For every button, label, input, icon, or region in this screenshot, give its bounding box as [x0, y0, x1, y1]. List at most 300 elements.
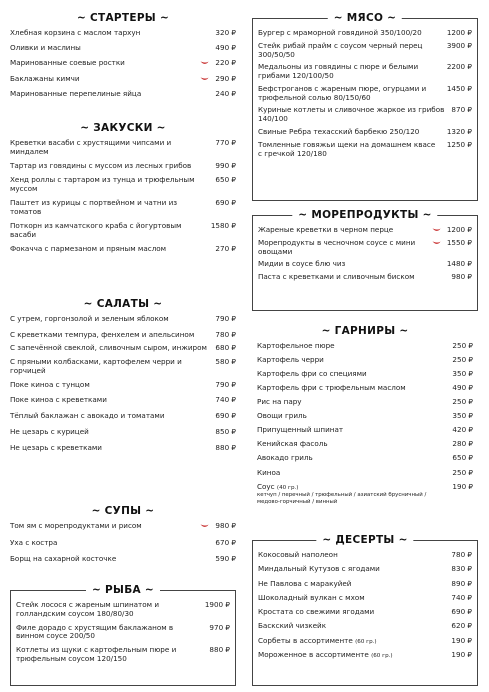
menu-item-price-wrap — [215, 428, 236, 437]
menu-item-label: Свиные Ребра техасский барбекю 250/120 — [258, 127, 420, 137]
menu-item — [10, 199, 236, 217]
menu-item-price: 280 ₽ — [452, 439, 473, 449]
menu-item — [10, 381, 236, 390]
menu-item-label: Медальоны из говядины с пюре и белыми грибами 120/100/50 — [258, 62, 419, 81]
menu-item-price: 690 ₽ — [215, 411, 236, 421]
menu-item-size: (60 гр.) — [355, 638, 377, 645]
menu-item-price-wrap — [452, 483, 473, 492]
menu-item-price-wrap — [200, 59, 236, 68]
menu-item — [257, 469, 473, 478]
menu-item — [10, 139, 236, 157]
menu-item-name — [10, 245, 215, 254]
menu-item-price-wrap — [447, 260, 472, 269]
menu-item-price: 790 ₽ — [215, 313, 236, 323]
menu-item-price-wrap — [451, 594, 472, 603]
menu-item-price: 420 ₽ — [452, 425, 473, 435]
menu-item-price-wrap — [209, 624, 230, 633]
menu-item-price: 1900 ₽ — [204, 600, 230, 609]
menu-item-price: 1550 ₽ — [446, 237, 472, 247]
menu-item-price-wrap — [215, 344, 236, 353]
menu-item — [10, 176, 236, 194]
menu-item-price-wrap — [432, 239, 472, 248]
menu-item-price-wrap — [205, 601, 230, 610]
menu-item-name — [10, 381, 215, 390]
menu-item — [258, 637, 472, 646]
menu-item-name — [10, 331, 215, 340]
menu-item-price-wrap — [215, 44, 236, 53]
menu-item-price: 740 ₽ — [215, 395, 236, 405]
menu-item-price-wrap — [215, 199, 236, 208]
menu-item-price: 680 ₽ — [215, 343, 236, 353]
menu-item-name — [16, 601, 205, 619]
menu-item-price: 980 ₽ — [451, 272, 472, 282]
menu-item-label: Поке киноа с тунцом — [10, 379, 90, 389]
menu-item-label: Бургер с мраморной говядиной 350/100/20 — [258, 28, 422, 37]
menu-item — [10, 522, 236, 531]
menu-item-price-wrap — [447, 29, 472, 38]
menu-item — [16, 601, 230, 619]
menu-item-price: 990 ₽ — [215, 160, 236, 170]
section-title: ~ СТАРТЕРЫ ~ — [76, 12, 170, 24]
menu-item-name — [257, 384, 452, 393]
menu-item — [257, 454, 473, 463]
menu-item-price: 590 ₽ — [215, 554, 236, 564]
menu-item — [10, 428, 236, 437]
section-salads — [10, 298, 236, 460]
menu-item-price-wrap — [447, 85, 472, 94]
menu-item-price-wrap — [451, 637, 472, 646]
section-fish — [10, 584, 236, 686]
menu-item-name — [258, 273, 451, 282]
menu-item-name — [258, 637, 451, 646]
menu-item-price-wrap — [211, 222, 236, 231]
menu-item-label: Стейк лосося с жареным шпинатом и голландским соусом 180/80/30 — [16, 600, 160, 618]
menu-item-price-wrap — [200, 522, 236, 531]
menu-item-price: 830 ₽ — [451, 564, 472, 574]
menu-item-price-wrap — [451, 565, 472, 574]
menu-item-label: Поке киноа с креветками — [10, 395, 107, 405]
menu-item-name — [10, 222, 211, 240]
menu-item — [258, 551, 472, 560]
menu-item-price: 1200 ₽ — [446, 225, 472, 234]
menu-item-price-wrap — [452, 370, 473, 379]
menu-item — [10, 444, 236, 453]
menu-item-label: Филе дорадо с хрустящим баклажаном в винном соусе 200/50 — [16, 622, 174, 641]
menu-item-price: 620 ₽ — [451, 621, 472, 631]
menu-item-label: Тартар из говядины с муссом из лесных грибов — [10, 160, 192, 170]
chili-pepper-icon — [200, 59, 209, 67]
menu-item-name — [10, 162, 215, 171]
menu-item-label: Картофель черри — [257, 354, 324, 364]
menu-item-label: Шоколадный вулкан с мхом — [258, 592, 365, 602]
menu-item-price: 220 ₽ — [215, 58, 236, 68]
menu-item-price-wrap — [215, 176, 236, 185]
chili-pepper-icon — [432, 226, 441, 234]
menu-item-name — [257, 356, 452, 365]
section-title: ~ РЫБА ~ — [86, 584, 160, 597]
menu-item-label: Бефстроганов с жареным пюре, огурцами и трюфельной солью 80/150/60 — [258, 83, 427, 102]
menu-item-price: 1480 ₽ — [446, 259, 472, 269]
menu-item-label: Авокадо гриль — [257, 453, 313, 463]
menu-item-name — [10, 444, 215, 453]
menu-item-note: кетчуп / перечный / трюфельный / азиатский брусничный / медово-горчичный / винный — [257, 492, 427, 506]
menu-item-label: Тёплый баклажан с авокадо и томатами — [10, 411, 165, 421]
menu-item-name — [258, 565, 451, 574]
menu-item-name — [10, 59, 200, 68]
menu-item — [10, 29, 236, 38]
menu-item — [16, 624, 230, 642]
menu-item-name — [10, 539, 215, 548]
section-soups — [10, 505, 236, 572]
menu-item-label: Картофель фри с трюфельным маслом — [257, 383, 406, 393]
menu-item-label: Кокосовый наполеон — [258, 550, 338, 559]
menu-item-price: 690 ₽ — [215, 198, 236, 208]
chili-pepper-icon — [200, 75, 209, 83]
menu-item-name — [10, 199, 215, 217]
menu-item — [258, 85, 472, 103]
menu-item-name — [257, 483, 452, 506]
menu-item-price: 270 ₽ — [215, 244, 236, 254]
menu-item-name — [258, 608, 451, 617]
menu-item — [258, 128, 472, 137]
section-title: ~ МОРЕПРОДУКТЫ ~ — [292, 209, 437, 222]
menu-item-price-wrap — [215, 245, 236, 254]
menu-item — [10, 222, 236, 240]
menu-item-price-wrap — [432, 226, 472, 235]
menu-item-name — [258, 622, 451, 631]
menu-item-label: Фокачча с пармезаном и пряным маслом — [10, 244, 167, 254]
section-desserts — [252, 534, 478, 686]
menu-item-label: Куриные котлеты и сливочное жаркое из грибов 140/100 — [258, 105, 445, 124]
section-title: ~ СУПЫ ~ — [91, 505, 155, 517]
menu-item-name — [258, 141, 447, 159]
menu-item — [10, 90, 236, 99]
section-seafood — [252, 209, 478, 311]
menu-item-label: Баскский чизкейк — [258, 621, 327, 631]
menu-item-price: 740 ₽ — [451, 592, 472, 602]
menu-item-price: 780 ₽ — [451, 550, 472, 559]
menu-item — [10, 555, 236, 564]
menu-item-name — [10, 428, 215, 437]
menu-item — [257, 440, 473, 449]
menu-item-price: 980 ₽ — [215, 520, 236, 530]
menu-item — [257, 483, 473, 506]
menu-item — [10, 331, 236, 340]
menu-item-label: Припущенный шпинат — [257, 425, 344, 435]
menu-item-price: 490 ₽ — [452, 383, 473, 393]
menu-item-price-wrap — [209, 646, 230, 655]
menu-item-label: Маринованные соевые ростки — [10, 58, 125, 68]
menu-item-price-wrap — [447, 42, 472, 51]
menu-item-label: Кенийская фасоль — [257, 439, 328, 449]
menu-item-name — [10, 29, 215, 38]
menu-item — [258, 580, 472, 589]
menu-item-price-wrap — [447, 141, 472, 150]
menu-item — [258, 226, 472, 235]
menu-item-size: (40 гр.) — [276, 484, 299, 491]
menu-item-price: 350 ₽ — [452, 368, 473, 378]
menu-item — [258, 273, 472, 282]
menu-item-name — [10, 358, 215, 376]
menu-item-name — [258, 580, 451, 589]
menu-item — [10, 44, 236, 53]
menu-item-price: 250 ₽ — [452, 354, 473, 364]
menu-item — [258, 63, 472, 81]
menu-item-name — [257, 454, 452, 463]
menu-item-name — [257, 426, 452, 435]
menu-item-name — [10, 139, 215, 157]
menu-item-name — [10, 522, 200, 531]
menu-item-price-wrap — [452, 426, 473, 435]
menu-item-label: Соус — [257, 481, 275, 491]
menu-item-name — [258, 594, 451, 603]
menu-item-label: Картофель фри со специями — [257, 368, 367, 378]
menu-item-price: 870 ₽ — [451, 105, 472, 115]
menu-item-label: Хлебная корзина с маслом тархун — [10, 27, 141, 37]
menu-item — [257, 356, 473, 365]
menu-item-price-wrap — [451, 622, 472, 631]
menu-item-price: 250 ₽ — [452, 397, 473, 407]
menu-item-label: Морепродукты в чесночном соусе с мини овощами — [258, 237, 416, 256]
menu-item — [257, 342, 473, 351]
menu-item-label: Баклажаны кимчи — [10, 73, 80, 83]
menu-item-name — [257, 469, 452, 478]
section-title: ~ ГАРНИРЫ ~ — [321, 325, 409, 337]
menu-item-name — [10, 176, 215, 194]
menu-item-name — [10, 555, 215, 564]
menu-item-price: 190 ₽ — [451, 635, 472, 645]
menu-item-price-wrap — [451, 273, 472, 282]
menu-item — [257, 398, 473, 407]
menu-item-price: 880 ₽ — [209, 645, 230, 655]
menu-item-size: (60 гр.) — [371, 653, 393, 659]
section-title: ~ ЗАКУСКИ ~ — [80, 122, 166, 134]
menu-item-price: 240 ₽ — [215, 88, 236, 98]
section-snacks — [10, 122, 236, 258]
menu-item — [10, 75, 236, 84]
menu-item-label: Не Павлова с маракуйей — [258, 578, 352, 588]
menu-item-label: Котлеты из щуки с картофельным пюре и трюфельным соусом 120/150 — [16, 645, 177, 663]
menu-item-price-wrap — [447, 63, 472, 72]
menu-item-price: 650 ₽ — [452, 453, 473, 463]
menu-item — [258, 651, 472, 660]
section-starters — [10, 12, 236, 105]
menu-item-label: Уха с костра — [10, 537, 58, 547]
menu-item — [10, 539, 236, 548]
menu-item — [258, 239, 472, 257]
menu-item-name — [10, 90, 215, 99]
menu-item — [258, 594, 472, 603]
menu-item-name — [10, 396, 215, 405]
menu-item-label: Паштет из курицы с портвейном и чатни из томатов — [10, 198, 178, 216]
menu-item-label: С пряными колбасками, картофелем черри и горчицей — [10, 357, 182, 375]
menu-item-label: С утрем, горгонзолой и зеленым яблоком — [10, 313, 169, 323]
menu-item-price: 1200 ₽ — [446, 28, 472, 37]
menu-item-price: 970 ₽ — [209, 622, 230, 632]
menu-item-name — [257, 398, 452, 407]
menu-item-label: Креветки васаби с хрустящими чипсами и миндалем — [10, 137, 172, 156]
menu-item-name — [258, 29, 447, 38]
menu-item-label: Рис на пару — [257, 397, 302, 407]
menu-item-price: 880 ₽ — [215, 442, 236, 452]
menu-item-name — [257, 412, 452, 421]
menu-item — [10, 344, 236, 353]
menu-item-price: 1580 ₽ — [210, 221, 236, 231]
menu-item-price-wrap — [215, 29, 236, 38]
menu-item — [258, 106, 472, 124]
menu-item-price: 890 ₽ — [451, 578, 472, 588]
menu-item — [10, 59, 236, 68]
menu-item-label: Борщ на сахарной косточке — [10, 554, 117, 564]
menu-item-label: Кростата со свежими ягодами — [258, 607, 375, 617]
menu-item-price-wrap — [215, 444, 236, 453]
menu-item-price-wrap — [452, 398, 473, 407]
menu-item-name — [257, 342, 452, 351]
menu-item-price: 780 ₽ — [215, 329, 236, 339]
menu-item-label: Поткорн из камчатского краба с йогуртовым васаби — [10, 221, 182, 240]
menu-item-price: 190 ₽ — [451, 650, 472, 659]
menu-item-price-wrap — [452, 440, 473, 449]
menu-item-price: 770 ₽ — [215, 137, 236, 147]
menu-item-price-wrap — [452, 342, 473, 351]
menu-item-price: 250 ₽ — [452, 340, 473, 350]
menu-item-name — [258, 106, 451, 124]
menu-item-name — [10, 315, 215, 324]
menu-item-price: 1450 ₽ — [446, 83, 472, 93]
chili-pepper-icon — [432, 239, 441, 247]
menu-item-price-wrap — [215, 331, 236, 340]
menu-item-name — [10, 44, 215, 53]
menu-item-price-wrap — [215, 139, 236, 148]
menu-item — [10, 315, 236, 324]
menu-item-label: С креветками темпура, фенхелем и апельсином — [10, 329, 195, 339]
menu-item-label: Мороженное в ассортименте — [258, 650, 369, 659]
menu-item-name — [10, 344, 215, 353]
menu-item-price-wrap — [215, 90, 236, 99]
menu-item — [258, 29, 472, 38]
menu-item-name — [258, 551, 451, 560]
menu-item-name — [258, 63, 447, 81]
menu-item — [10, 396, 236, 405]
menu-item-price-wrap — [215, 412, 236, 421]
menu-item-price: 250 ₽ — [452, 467, 473, 477]
menu-item-price-wrap — [447, 128, 472, 137]
menu-item-price-wrap — [215, 555, 236, 564]
menu-item — [257, 384, 473, 393]
section-sides — [252, 325, 478, 511]
menu-item — [258, 141, 472, 159]
menu-item-price: 350 ₽ — [452, 411, 473, 421]
section-title: ~ ДЕСЕРТЫ ~ — [316, 534, 413, 547]
menu-item-price: 850 ₽ — [215, 427, 236, 437]
menu-item-label: Не цезарь с креветками — [10, 442, 102, 452]
menu-item-label: Томленные говяжьи щеки на домашнем квасе с гречкой 120/180 — [258, 139, 436, 158]
menu-item — [258, 565, 472, 574]
menu-item-price: 190 ₽ — [452, 481, 473, 491]
menu-item-price: 3900 ₽ — [446, 40, 472, 50]
menu-item-label: Стейк рибай прайм с соусом черный перец 300/50/50 — [258, 40, 423, 59]
menu-item-name — [257, 370, 452, 379]
menu-item-label: Киноа — [257, 467, 281, 477]
menu-item-price-wrap — [215, 162, 236, 171]
menu-item-price-wrap — [215, 358, 236, 367]
menu-item-price: 650 ₽ — [215, 175, 236, 185]
menu-item-price: 290 ₽ — [215, 73, 236, 83]
menu-item-price-wrap — [215, 315, 236, 324]
menu-item — [257, 426, 473, 435]
menu-item-name — [10, 412, 215, 421]
menu-item-price-wrap — [452, 356, 473, 365]
menu-item — [257, 412, 473, 421]
menu-item-label: Миндальный Кутузов с ягодами — [258, 564, 380, 574]
menu-item-price-wrap — [452, 384, 473, 393]
menu-item — [258, 622, 472, 631]
menu-item-label: Оливки и маслины — [10, 43, 81, 53]
menu-item-price: 320 ₽ — [215, 27, 236, 37]
menu-item-name — [16, 646, 209, 664]
menu-item-price-wrap — [215, 539, 236, 548]
menu-item — [10, 245, 236, 254]
menu-item-label: Овощи гриль — [257, 411, 307, 421]
menu-item-label: Том ям с морепродуктами и рисом — [10, 520, 142, 530]
menu-item-price-wrap — [452, 469, 473, 478]
menu-item — [10, 358, 236, 376]
menu-item-label: Маринованные перепелиные яйца — [10, 88, 142, 98]
menu-item-price-wrap — [451, 651, 472, 660]
menu-item-name — [258, 260, 447, 269]
menu-item-price: 790 ₽ — [215, 379, 236, 389]
menu-item — [10, 412, 236, 421]
menu-item-name — [257, 440, 452, 449]
menu-item-label: Хенд роллы с тартаром из тунца и трюфельным муссом — [10, 175, 195, 193]
menu-item — [258, 42, 472, 60]
chili-pepper-icon — [200, 522, 209, 530]
menu-item-price-wrap — [215, 396, 236, 405]
menu-item-price: 580 ₽ — [215, 357, 236, 367]
menu-item-price-wrap — [452, 454, 473, 463]
menu-item-label: Мидии в соусе блю чиз — [258, 259, 346, 269]
section-meat — [252, 12, 478, 201]
menu-item-name — [258, 226, 432, 235]
section-title: ~ МЯСО ~ — [328, 12, 402, 25]
menu-item — [10, 162, 236, 171]
menu-item-price: 2200 ₽ — [446, 62, 472, 72]
menu-item-price-wrap — [452, 412, 473, 421]
menu-item-label: С запечённой свеклой, сливочным сыром, инжиром — [10, 343, 207, 353]
menu-item — [258, 260, 472, 269]
menu-item-price-wrap — [451, 608, 472, 617]
menu-item-price: 690 ₽ — [451, 607, 472, 617]
menu-item-name — [258, 128, 447, 137]
menu-item-name — [258, 651, 451, 660]
menu-item-price-wrap — [451, 551, 472, 560]
menu-item-name — [258, 85, 447, 103]
menu-item-price-wrap — [451, 580, 472, 589]
menu-item-name — [258, 239, 432, 257]
menu-item-label: Картофельное пюре — [257, 340, 335, 350]
menu-item-price-wrap — [451, 106, 472, 115]
menu-item-name — [258, 42, 447, 60]
menu-item-price: 670 ₽ — [215, 537, 236, 547]
menu-item — [257, 370, 473, 379]
menu-item-name — [10, 75, 200, 84]
menu-item-label: Сорбеты в ассортименте — [258, 635, 353, 645]
menu-item — [16, 646, 230, 664]
menu-item-price: 1250 ₽ — [446, 139, 472, 149]
menu-item-label: Паста с креветками и сливочным биском — [258, 272, 415, 282]
menu-item-price-wrap — [215, 381, 236, 390]
menu-item-price: 1320 ₽ — [446, 127, 472, 137]
